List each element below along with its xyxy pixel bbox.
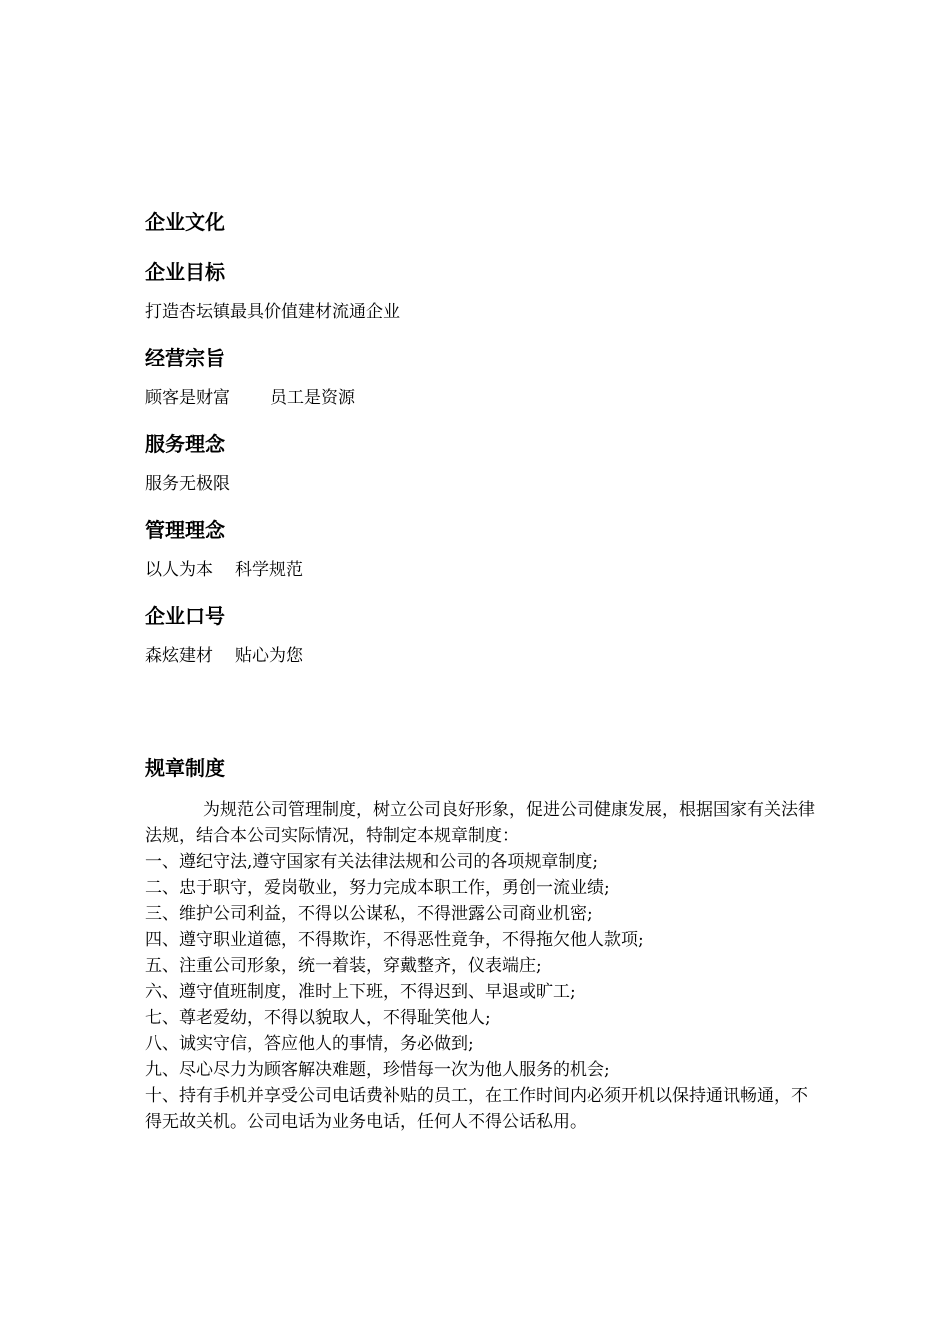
section-heading: 经营宗旨 <box>145 346 225 370</box>
rule-item: 九、尽心尽力为顾客解决难题，珍惜每一次为他人服务的机会; <box>145 1060 610 1080</box>
section-text-part: 员工是资源 <box>270 388 355 408</box>
section-text-part: 贴心为您 <box>235 646 303 666</box>
rule-item: 一、遵纪守法,遵守国家有关法律法规和公司的各项规章制度; <box>145 852 599 872</box>
section-text-part: 顾客是财富 <box>145 388 230 408</box>
section-text <box>145 557 815 583</box>
section-text-part: 以人为本 <box>145 560 213 580</box>
document-content <box>145 205 815 1135</box>
culture-title: 企业文化 <box>145 210 225 234</box>
section-heading: 企业口号 <box>145 604 225 628</box>
rules-section <box>145 751 815 1135</box>
section-text: 打造杏坛镇最具价值建材流通企业 <box>145 302 400 322</box>
section-text-part: 科学规范 <box>235 560 303 580</box>
rule-item: 二、忠于职守，爱岗敬业，努力完成本职工作，勇创一流业绩; <box>145 878 610 898</box>
rules-body <box>145 797 815 1135</box>
section-text-part: 森炫建材 <box>145 646 213 666</box>
section-text <box>145 385 815 411</box>
section-purpose <box>145 341 815 411</box>
rule-item: 七、尊老爱幼，不得以貌取人，不得耻笑他人; <box>145 1008 491 1028</box>
rule-item: 六、遵守值班制度，准时上下班，不得迟到、早退或旷工; <box>145 982 576 1002</box>
rule-item: 五、注重公司形象，统一着装，穿戴整齐，仪表端庄; <box>145 956 542 976</box>
section-heading: 管理理念 <box>145 518 225 542</box>
rules-title: 规章制度 <box>145 756 225 780</box>
section-text: 服务无极限 <box>145 474 230 494</box>
section-heading: 企业目标 <box>145 260 225 284</box>
rule-item: 八、诚实守信，答应他人的事情，务必做到; <box>145 1034 474 1054</box>
rule-item: 十、持有手机并享受公司电话费补贴的员工，在工作时间内必须开机以保持通讯畅通，不得无故关机。公司电话为业务电话，任何人不得公话私用。 <box>145 1086 808 1132</box>
section-management <box>145 513 815 583</box>
section-service <box>145 427 815 497</box>
section-goal <box>145 255 815 325</box>
section-text <box>145 643 815 669</box>
section-slogan <box>145 599 815 669</box>
section-heading: 服务理念 <box>145 432 225 456</box>
rule-item: 四、遵守职业道德，不得欺诈，不得恶性竟争，不得拖欠他人款项; <box>145 930 644 950</box>
rule-item: 三、维护公司利益，不得以公谋私，不得泄露公司商业机密; <box>145 904 593 924</box>
rules-intro: 为规范公司管理制度，树立公司良好形象，促进公司健康发展，根据国家有关法律法规，结合本公司实际情况，特制定本规章制度： <box>145 800 815 846</box>
